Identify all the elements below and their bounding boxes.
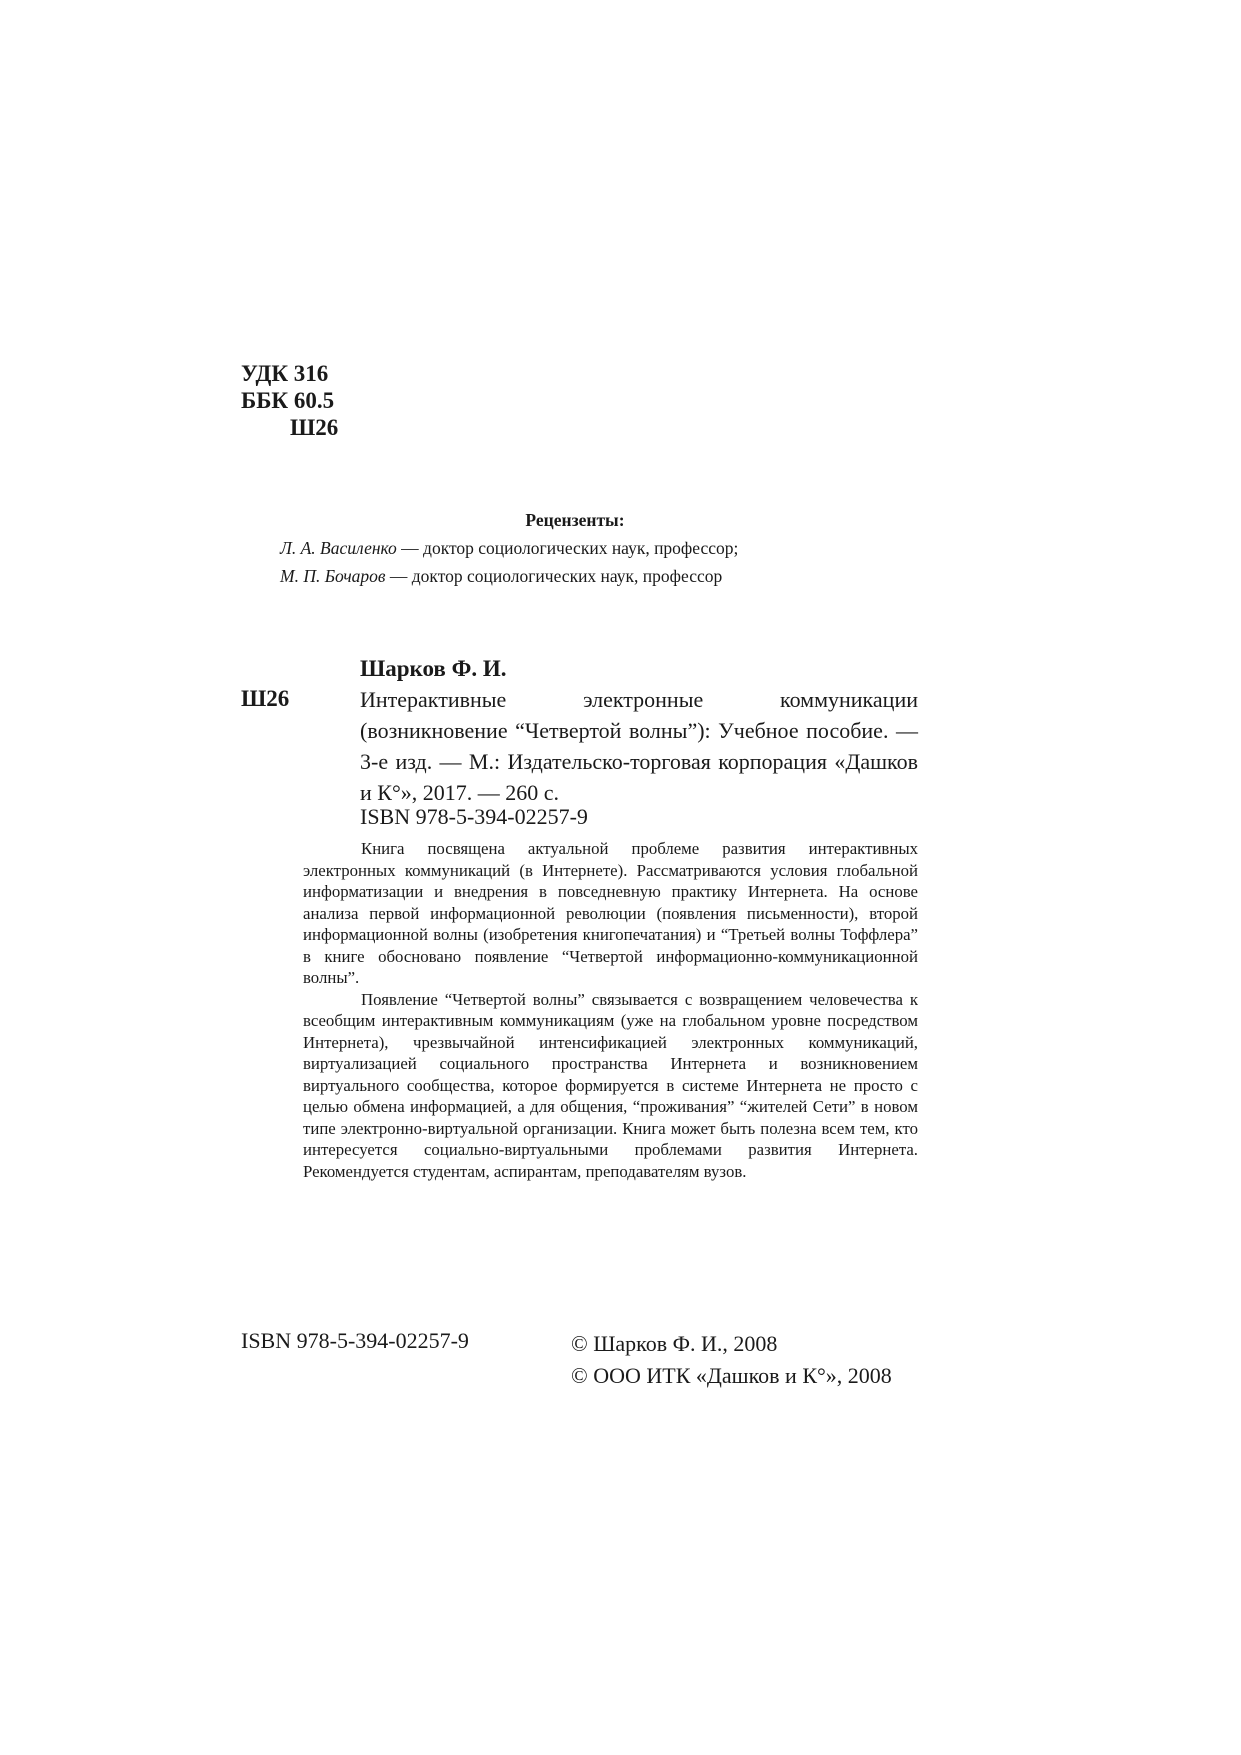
reviewer-2-name: М. П. Бочаров — [280, 566, 386, 586]
bbk-code: ББК 60.5 — [241, 388, 335, 413]
author-mark: Ш26 — [290, 415, 339, 440]
reviewer-1-desc: — доктор социологических наук, профессор; — [396, 538, 739, 558]
reviewer-2 — [280, 562, 980, 590]
copyright-author: © Шарков Ф. И., 2008 — [571, 1331, 778, 1356]
reviewers-block — [280, 506, 980, 590]
book-isbn: ISBN 978-5-394-02257-9 — [360, 804, 588, 829]
copyright-publisher: © ООО ИТК «Дашков и К°», 2008 — [571, 1363, 892, 1388]
copyright-block — [571, 1328, 892, 1392]
footer-isbn: ISBN 978-5-394-02257-9 — [241, 1328, 469, 1353]
classification-codes — [241, 360, 338, 441]
reviewer-1-name: Л. А. Василенко — [280, 538, 397, 558]
reviewer-1 — [280, 534, 980, 562]
book-description: Интерактивные электронные коммуникации (возникновение “Четвертой волны”): Учебное пособие. — 3-е изд. — М.: Издательско-торговая корпорация «Дашков и К°», 2017. — 260 с. — [360, 687, 918, 805]
reviewer-2-desc: — доктор социологических наук, профессор — [385, 566, 723, 586]
udk-code: УДК 316 — [241, 361, 329, 386]
book-shifr: Ш26 — [241, 686, 290, 711]
book-author: Шарков Ф. И. — [360, 656, 507, 681]
annotation — [303, 838, 918, 1182]
reviewers-heading: Рецензенты: — [525, 510, 625, 530]
annotation-paragraph-1: Книга посвящена актуальной проблеме развития интерактивных электронных коммуникаций (в Интернете). Рассматриваются условия глобальной информатизации и внедрения в повседневную практику Интернета. На основе анализа первой информационной революции (появления письменности), второй информационной волны (изобретения книгопечатания) и “Третьей волны Тоффлера” в книге обосновано появление “Четвертой информационно-коммуникационной волны”. — [303, 839, 918, 987]
annotation-paragraph-2: Появление “Четвертой волны” связывается с возвращением человечества к всеобщим интерактивным коммуникациям (уже на глобальном уровне посредством Интернета), чрезвычайной интенсификацией электронных коммуникаций, виртуализацией социального пространства Интернета и возникновением виртуального сообщества, которое формируется в системе Интернета не просто с целью обмена информацией, а для общения, “проживания” “жителей Сети” в новом типе электронно-виртуальной организации. Книга может быть полезна всем тем, кто интересуется социально-виртуальными проблемами развития Интернета. Рекомендуется студентам, аспирантам, преподавателям вузов. — [303, 989, 918, 1181]
